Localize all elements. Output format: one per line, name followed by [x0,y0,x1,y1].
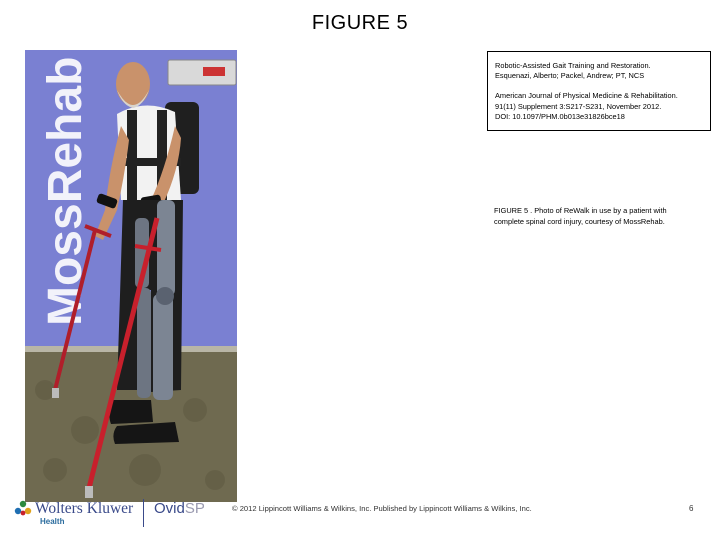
sp-wordmark: SP [184,500,205,517]
wolters-kluwer-mark-icon [14,500,32,518]
caption-line-2: complete spinal cord injury, courtesy of MossRehab. [494,216,665,226]
citation-journal: American Journal of Physical Medicine & Rehabilitation. [495,91,678,101]
citation-journal-info [495,91,703,122]
slide-title: FIGURE 5 [311,12,409,34]
logo-divider [143,499,144,527]
citation-title-authors [495,61,703,81]
citation-doi: DOI: 10.1097/PHM.0b013e31826bce18 [495,111,625,121]
citation-box [487,51,711,131]
wolters-kluwer-wordmark: Wolters Kluwer [35,500,134,517]
page-number: 6 [689,504,694,513]
ovidsp-logo [154,500,205,517]
citation-volume: 91(11) Supplement 3:S217-S231, November 2012. [495,101,662,111]
figure-caption [494,206,709,227]
caption-line-1: FIGURE 5 . Photo of ReWalk in use by a patient with [494,206,667,215]
citation-title: Robotic-Assisted Gait Training and Restoration. [495,61,651,70]
wolters-kluwer-health-label: Health [40,517,65,526]
wall-logo-text: MossRehab [39,56,92,326]
patient-photo [25,50,237,502]
publisher-logo [14,498,224,528]
citation-authors: Esquenazi, Alberto; Packel, Andrew; PT, NCS [495,71,645,81]
patient-photo-illustration [25,50,237,502]
ovid-wordmark: Ovid [154,500,185,517]
copyright-notice: © 2012 Lippincott Williams & Wilkins, Inc. Published by Lippincott Williams & Wilkins, Inc. [232,504,532,513]
